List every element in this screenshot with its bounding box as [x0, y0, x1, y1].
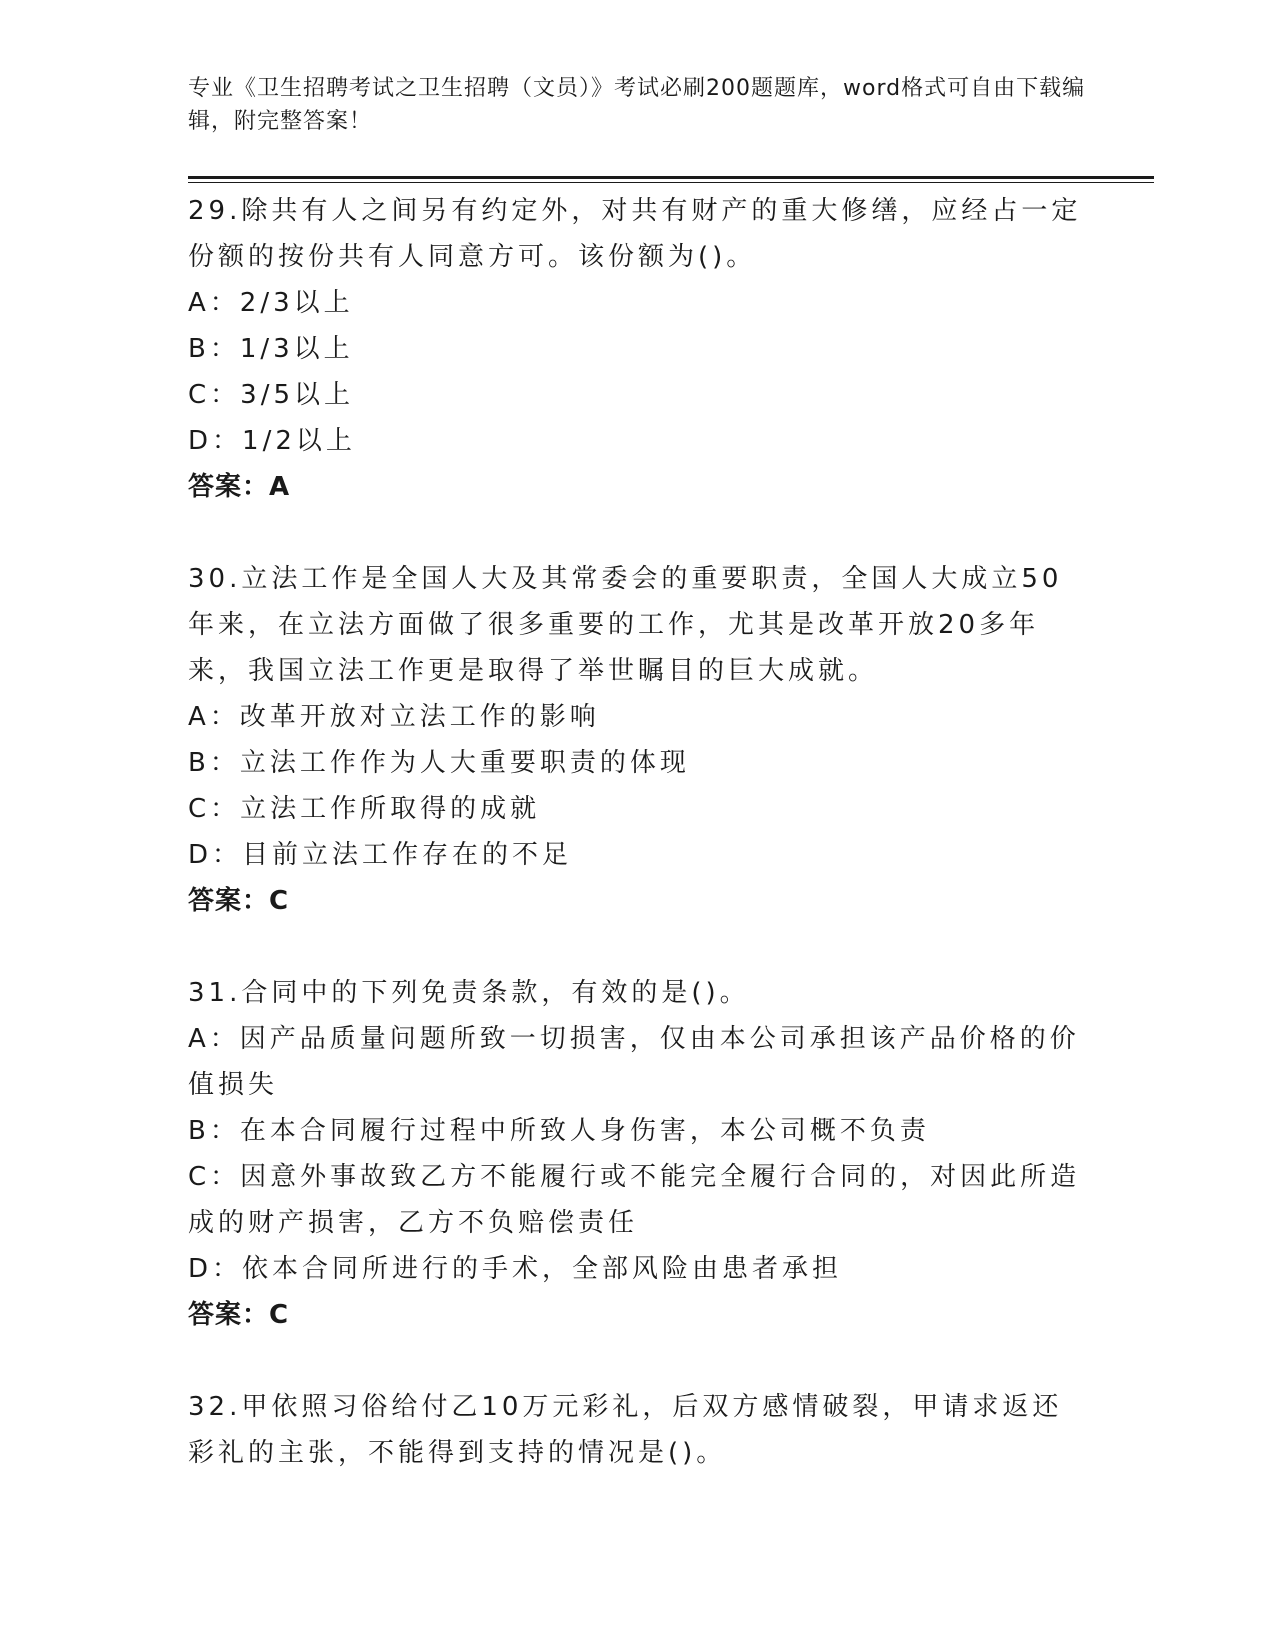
- option-a: A：改革开放对立法工作的影响: [188, 702, 600, 732]
- answer: [188, 464, 1088, 510]
- option-b: B：1/3以上: [188, 334, 354, 364]
- answer: [188, 878, 1088, 924]
- option-a: A：2/3以上: [188, 288, 354, 318]
- answer-label: 答案：: [188, 886, 270, 916]
- question-stem: 30.立法工作是全国人大及其常委会的重要职责，全国人大成立50年来，在立法方面做了很多重要的工作，尤其是改革开放20多年来，我国立法工作更是取得了举世瞩目的巨大成就。: [188, 564, 1063, 686]
- option-c: C：立法工作所取得的成就: [188, 794, 541, 824]
- answer-value: C: [269, 886, 290, 916]
- answer-label: 答案：: [188, 472, 270, 502]
- question-stem: 31.合同中的下列免责条款，有效的是()。: [188, 978, 750, 1008]
- page-header: 专业《卫生招聘考试之卫生招聘（文员）》考试必刷200题题库，word格式可自由下载编辑，附完整答案！: [188, 76, 1086, 134]
- answer-label: 答案：: [188, 1300, 270, 1330]
- option-c: C：因意外事故致乙方不能履行或不能完全履行合同的，对因此所造成的财产损害，乙方不负赔偿责任: [188, 1162, 1081, 1238]
- question-stem: 32.甲依照习俗给付乙10万元彩礼，后双方感情破裂，甲请求返还彩礼的主张，不能得到支持的情况是()。: [188, 1392, 1063, 1468]
- header-divider-thin: [188, 182, 1154, 183]
- question-29: [188, 188, 1088, 510]
- option-d: D：目前立法工作存在的不足: [188, 840, 573, 870]
- answer-value: C: [269, 1300, 290, 1330]
- answer: [188, 1292, 1088, 1338]
- option-a: A：因产品质量问题所致一切损害，仅由本公司承担该产品价格的价值损失: [188, 1024, 1080, 1100]
- header-divider-thick: [188, 176, 1154, 179]
- option-d: D：依本合同所进行的手术，全部风险由患者承担: [188, 1254, 843, 1284]
- question-32: [188, 1384, 1088, 1476]
- option-c: C：3/5以上: [188, 380, 354, 410]
- answer-value: A: [269, 472, 291, 502]
- option-d: D：1/2以上: [188, 426, 356, 456]
- question-31: [188, 970, 1088, 1338]
- question-list: [188, 188, 1088, 1522]
- question-stem: 29.除共有人之间另有约定外，对共有财产的重大修缮，应经占一定份额的按份共有人同意方可。该份额为()。: [188, 196, 1082, 272]
- option-b: B：在本合同履行过程中所致人身伤害，本公司概不负责: [188, 1116, 930, 1146]
- option-b: B：立法工作作为人大重要职责的体现: [188, 748, 690, 778]
- question-30: [188, 556, 1088, 924]
